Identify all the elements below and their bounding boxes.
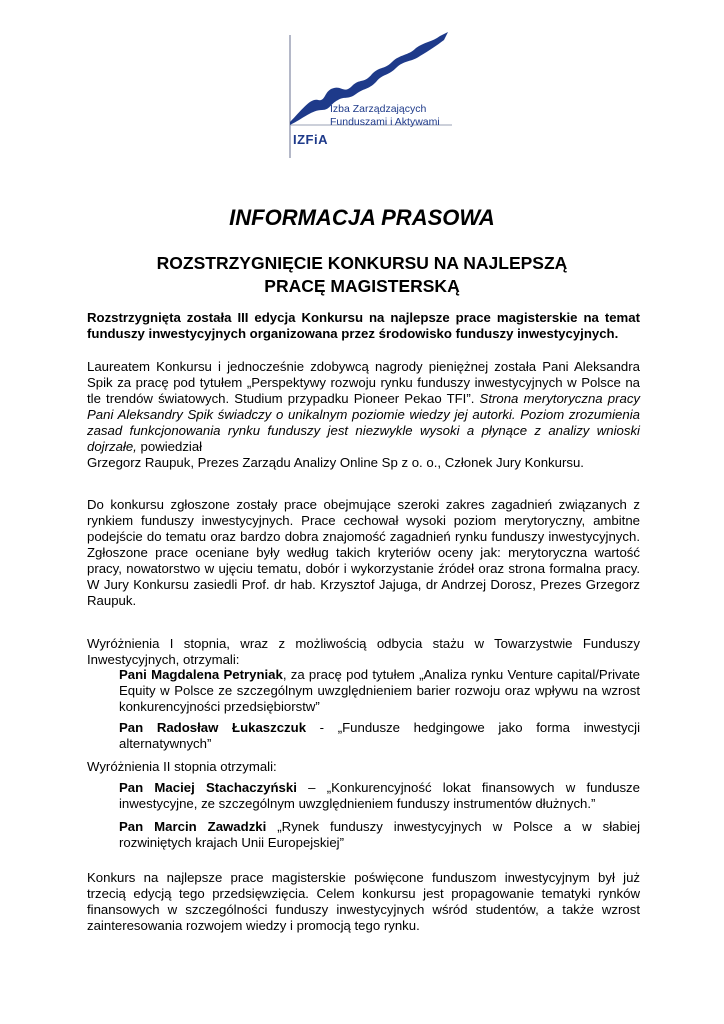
page-title: INFORMACJA PRASOWA [229, 205, 495, 230]
award-recipient: Pani Magdalena Petryniak [119, 667, 283, 682]
submissions-paragraph: Do konkursu zgłoszone zostały prace obejmujące szeroki zakres zagadnień związanych z rynkiem funduszy inwestycyjnych. Prace cechował wysoki poziom merytoryczny, ambitne podejście do tematu oraz bardzo dobra znajomość zagadnień rynku funduszy inwestycyjnych. Zgłoszone prace oceniane były według takich kryteriów oceny jak: merytoryczna wartość pracy, nowatorstwo w ujęciu tematu, dobór i wykorzystanie źródeł oraz strona formalna pracy. W Jury Konkursu zasiedli Prof. dr hab. Krzysztof Jajuga, dr Andrzej Dorosz, Prezes Grzegorz Raupuk. [87, 497, 640, 608]
logo-abbreviation: IZFiA [293, 132, 328, 147]
award-title: „Rynek funduszy inwestycyjnych w Polsce a w słabiej rozwiniętych krajach Unii Europejskiej” [119, 819, 640, 850]
first-degree-intro: Wyróżnienia I stopnia, wraz z możliwością odbycia stażu w Towarzystwie Funduszy Inwestycyjnych, otrzymali: [87, 636, 640, 667]
page-subtitle [100, 252, 624, 298]
logo-line-1: Izba Zarządzających [330, 103, 427, 115]
laureate-text: Laureatem Konkursu i jednocześnie zdobywcą nagrody pieniężnej została Pani Aleksandra Spik za pracę pod tytułem „Perspektywy rozwoju rynku funduszy inwestycyjnych w Polsce na tle trendów światowych. Studium przypadku Pioneer Pekao TFI”. [87, 359, 640, 406]
logo-line-2: Funduszami i Aktywami [330, 116, 440, 128]
award-entry [119, 667, 640, 715]
award-recipient: Pan Radosław Łukaszczuk [119, 720, 307, 735]
laureate-paragraph [87, 359, 640, 471]
subtitle-line-1: ROZSTRZYGNIĘCIE KONKURSU NA NAJLEPSZĄ [156, 253, 568, 273]
jury-quote: Strona merytoryczna pracy Pani Aleksandry Spik świadczy o unikalnym poziomie wiedzy jej autorki. Poziom zrozumienia zasad funkcjonowania rynku funduszy jest niezwykle wysoki a płynące z analizy wnioski dojrzałe, [87, 391, 641, 454]
award-entry [119, 780, 640, 812]
award-entry [119, 720, 640, 752]
award-title: - „Fundusze hedgingowe jako forma inwestycji alternatywnych” [119, 720, 640, 751]
lead-paragraph: Rozstrzygnięta została III edycja Konkursu na najlepsze prace magisterskie na temat funduszy inwestycyjnych organizowana przez środowisko funduszy inwestycyjnych. [87, 310, 640, 341]
award-title: – „Konkurencyjność lokat finansowych w fundusze inwestycyjne, ze szczególnym uwzględnieniem funduszy instrumentów dłużnych.” [119, 780, 640, 811]
award-recipient: Pan Marcin Zawadzki [119, 819, 267, 834]
closing-paragraph: Konkurs na najlepsze prace magisterskie poświęcone funduszom inwestycyjnym był już trzecią edycją tego przedsięwzięcia. Celem konkursu jest propagowanie tematyki rynków finansowych w szczególności funduszy inwestycyjnych wśród studentów, a także wzrost zainteresowania rozwojem wiedzy i promocją tego rynku. [87, 870, 640, 933]
award-recipient: Pan Maciej Stachaczyński [119, 780, 297, 795]
quote-attribution-verb: powiedział [136, 439, 203, 454]
second-degree-intro: Wyróżnienia II stopnia otrzymali: [87, 759, 277, 774]
subtitle-line-2: PRACĘ MAGISTERSKĄ [264, 276, 460, 296]
award-title: , za pracę pod tytułem „Analiza rynku Venture capital/Private Equity w Polsce ze szczególnym uwzględnieniem barier rozwoju oraz wpływu na wzrost konkurencyjności przedsiębiorstw” [119, 667, 640, 714]
logo-wordmark [330, 103, 440, 129]
award-entry [119, 819, 640, 851]
quote-author: Grzegorz Raupuk, Prezes Zarządu Analizy Online Sp z o. o., Członek Jury Konkursu. [87, 455, 584, 470]
